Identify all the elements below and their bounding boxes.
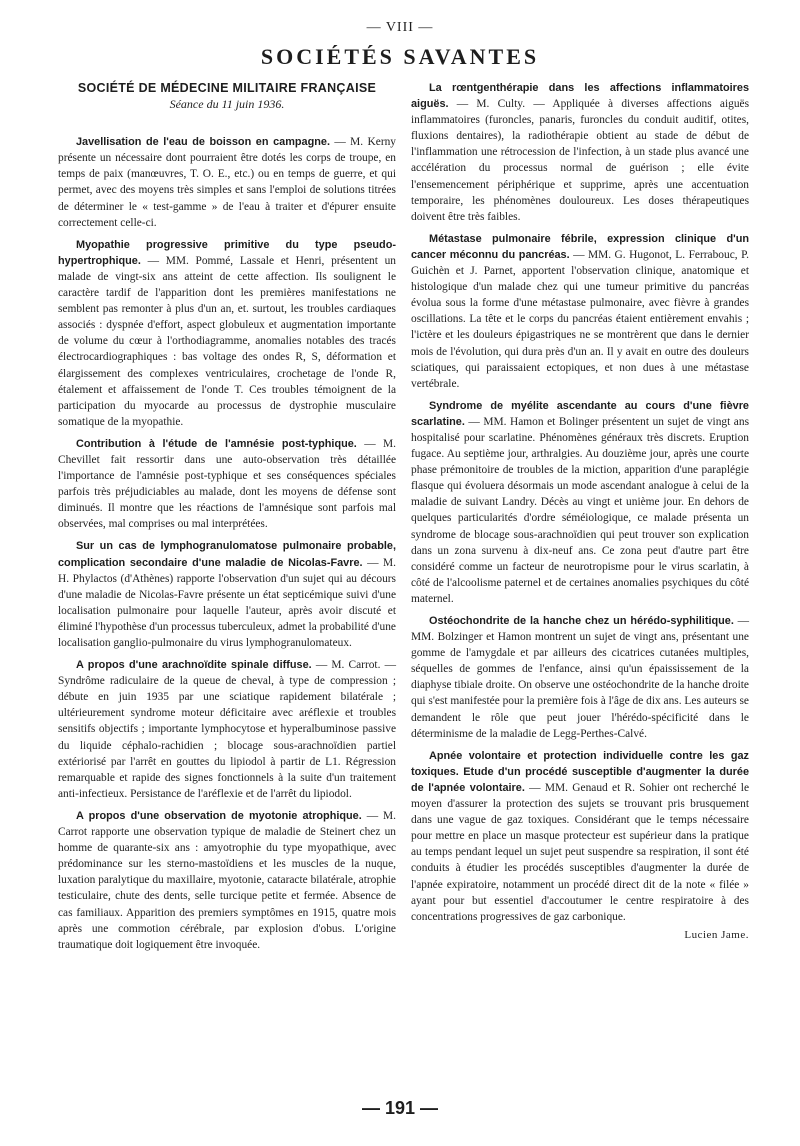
right-column (411, 80, 749, 943)
article-entry (411, 748, 749, 925)
article-title: Ostéochondrite de la hanche chez un hérédo-syphilitique. (429, 615, 734, 627)
article-entry (411, 231, 749, 392)
article-body: — MM. G. Hugonot, L. Ferrabouc, P. Guichèn et J. Parnet, apportent l'observation clinique, anatomique et histologique d'un malade chez qui une tumeur primitive du pancréas évolua sous la forme d'une métastase pulmonaire, avec fièvre à grandes oscillations. La tête et le corps du pancréas étaient entièrement envahis ; l'ictère et les douleurs épigastriques ne se montrèrent que dans le dernier mois de l'évolution, qui dura près d'un an. Il y avait en outre des douleurs sciatiques, qui paraissaient ectopiques, et non dues à une métastase vertébrale. (411, 248, 749, 390)
article-entry (58, 134, 396, 231)
article-body: — M. Culty. — Appliquée à diverses affections aiguës inflammatoires (furoncles, panaris, furoncles du conduit auditif, otites, fluxions dentaires), la radiothérapie obtient au stade de début de l'inflammation une rétrocession de l'infection, à un stade plus avancé une accélération du processus normal de guérison ; elle évite l'ensemencement périphérique et supprime, après une accentuation temporaire, les phénomènes douloureux. Les doses thérapeutiques doivent être très faibles. (411, 98, 749, 223)
session-date: Séance du 11 juin 1936. (169, 97, 285, 112)
article-title: Métastase pulmonaire fébrile, expression clinique d'un cancer méconnu du pancréas. (411, 232, 749, 261)
article-title: La rœntgenthérapie dans les affections inflammatoires aiguës. (411, 82, 749, 111)
society-name: SOCIÉTÉ DE MÉDECINE MILITAIRE FRANÇAISE (77, 81, 377, 95)
article-body: — MM. Hamon et Bolinger présentent un sujet de vingt ans hospitalisé pour scarlatine. Phénomènes généraux très discrets. Eruption fugace. Au septième jour, arthralgies. Au douzième jour, après une courte phase prémonitoire de troubles de la miction, apparition d'une paraplégie flasque qui évoluera désormais un mode ascendant analogue à celui de la maladie de suivant Landry. Décès au vingt et unième jour. En dehors de quelques particularités d'ordre séméiologique, ce malade présenta un syndrome de blocage sous-arachnoïdien qui peut trouver son explication dans un zona survenu à dix-neuf ans. Ce zona peut d'autre part être considéré comme un facteur de neurotropisme pour le virus scarlatin, à côté de l'alcoolisme paternel et de certaines anomalies psychiques du côté maternel. (411, 415, 749, 605)
article-body: — M. H. Phylactos (d'Athènes) rapporte l'observation d'un sujet qui au décours d'une maladie de Nicolas-Favre présente un état septicémique suivi d'une localisation pulmonaire pour laquelle l'auteur, après avoir discuté et éliminé l'hypothèse d'un processus tuberculeux, admet la probabilité d'une localisation ganglio-pulmonaire du virus lymphogranulomateux. (58, 556, 396, 649)
roman-page-number: — VIII — (366, 20, 434, 35)
article-body: — M. Kerny présente un nécessaire dont pourraient être dotés les corps de troupe, en temps de paix (manœuvres, T. O. E., etc.) ou en temps de guerre, et qui permet, avec des moyens très simples et sans l'emploi de solutions titrées de déterminer le « test-gamme » de l'eau à traiter et d'épurer ensuite correctement celle-ci. (58, 136, 397, 229)
article-title: Apnée volontaire et protection individuelle contre les gaz toxiques. Etude d'un procédé susceptible d'augmenter la durée de l'apnée volontaire. (411, 749, 749, 794)
section-title: SOCIÉTÉS SAVANTES (260, 44, 540, 69)
article-body: — M. Carrot rapporte une observation typique de maladie de Steinert chez un homme de quarante-six ans : amyotrophie du type myopathique, avec prédominance sur les sterno-mastoïdiens et les muscles de la nuque, luxation paralytique du maxillaire, myotonie, cataracte bilatérale, atrophie testiculaire, chute des dents, selle turcique petite et fermée. Absence de cas familiaux. Apparition des premiers symptômes en 1915, quatre mois après une commotion cérébrale, par explosion d'obus. L'origine traumatique doit logiquement être invoquée. (58, 809, 396, 951)
article-entry (58, 436, 396, 533)
article-title: Javellisation de l'eau de boisson en campagne. (76, 136, 330, 149)
article-body: — M. Chevillet fait ressortir dans une auto-observation très détaillée l'importance de l'amnésie post-typhique et ses conséquences spéciales parfois très préjudiciables au malade, dont les moyens de défense sont diminués. Il montre que les réactions de l'amnésique sont parfois mal observées, mal comprises ou mal interprétées. (58, 437, 396, 531)
article-title: A propos d'une arachnoïdite spinale diffuse. (76, 659, 312, 672)
article-entry (58, 657, 396, 802)
article-title: Contribution à l'étude de l'amnésie post-typhique. (76, 437, 357, 450)
article-entry (58, 237, 396, 430)
article-body: — MM. Pommé, Lassale et Henri, présentent un malade de vingt-six ans atteint de cette affection. Ils soulignent le caractère tardif de l'apparition dont les premières manifestations ne semblent pas remonter à plus d'un an, et. surtout, les troubles cardiaques associés : dyspnée d'effort, aspect globuleux et augmentation importante de volume du cœur à l'orthodiagramme, anomalies notables des tracés électrocardiographiques : bas voltage des ondes R, S, déformation et élargissement des complexes ventriculaires, crochetage de l'onde R, étalement et affaissement de l'onde T. Ces troubles témoignent de la participation du myocarde au processus de dystrophie musculaire somatique de la myopathie. (58, 254, 396, 428)
article-body: — MM. Genaud et R. Sohier ont recherché le moyen d'assurer la protection des sujets se trouvant pris brusquement dans une vague de gaz toxiques. Considérant que le temps nécessaire pour mettre en place un masque protecteur est supérieur dans la pratique au temps pendant lequel un sujet peut suspendre sa respiration, il sont été conduits à étudier les procédés susceptibles d'augmenter la durée de l'apnée expiratoire, notamment un procédé direct dit de la note « filée » ayant pour but essentiel d'accoutumer le centre respiratoire à des concentrations progressives de gaz carbonique. (411, 781, 750, 923)
left-column (58, 80, 396, 959)
article-entry (58, 538, 396, 651)
author-signature: Lucien Jame. (684, 928, 749, 941)
article-entry (58, 808, 396, 953)
article-entry (411, 398, 749, 607)
article-title: Myopathie progressive primitive du type pseudo-hypertrophique. (58, 238, 396, 267)
article-body: — M. Carrot. — Syndrôme radiculaire de la queue de cheval, à type de compression ; débute en juin 1935 par une sciatique rapidement bilatérale ; ultérieurement syndrome moteur déficitaire avec aréflexie et troubles sensitifs objectifs ; importante lymphocytose et hyperalbuminose passive du liquide céphalo-rachidien ; blocage sous-arachnoïdien partiel extériorisé par l'arrêt en gouttes du lipiodol à partir de L1. Régression remarquable et rapide des signes fonctionnels à la suite d'un traitement anti-infectieux. Persistance de l'aréflexie et de l'arrêt du lipiodol. (58, 659, 396, 800)
article-title: Syndrome de myélite ascendante au cours d'une fièvre scarlatine. (411, 399, 749, 428)
article-title: Sur un cas de lymphogranulomatose pulmonaire probable, complication secondaire d'une maladie de Nicolas-Favre. (58, 540, 396, 569)
article-entry (411, 613, 749, 742)
article-body: — MM. Bolzinger et Hamon montrent un sujet de vingt ans, présentant une gomme de l'amygdale et par ailleurs des cicatrices cutanées multiples, séquelles de gommes de l'enfance, ainsi qu'un épaississement de la diaphyse tibiale droite. On observe une ostéochondrite de la hanche droite qui s'est manifestée pour la première fois à l'âge de dix ans. Les auteurs se demandent le rôle que peut jouer l'hérédo-spécificité dans le déterminisme de la maladie de Legg-Perthes-Calvé. (411, 615, 749, 740)
article-title: A propos d'une observation de myotonie atrophique. (76, 809, 362, 822)
page-number: — 191 — (361, 1098, 439, 1118)
article-entry (411, 80, 749, 225)
